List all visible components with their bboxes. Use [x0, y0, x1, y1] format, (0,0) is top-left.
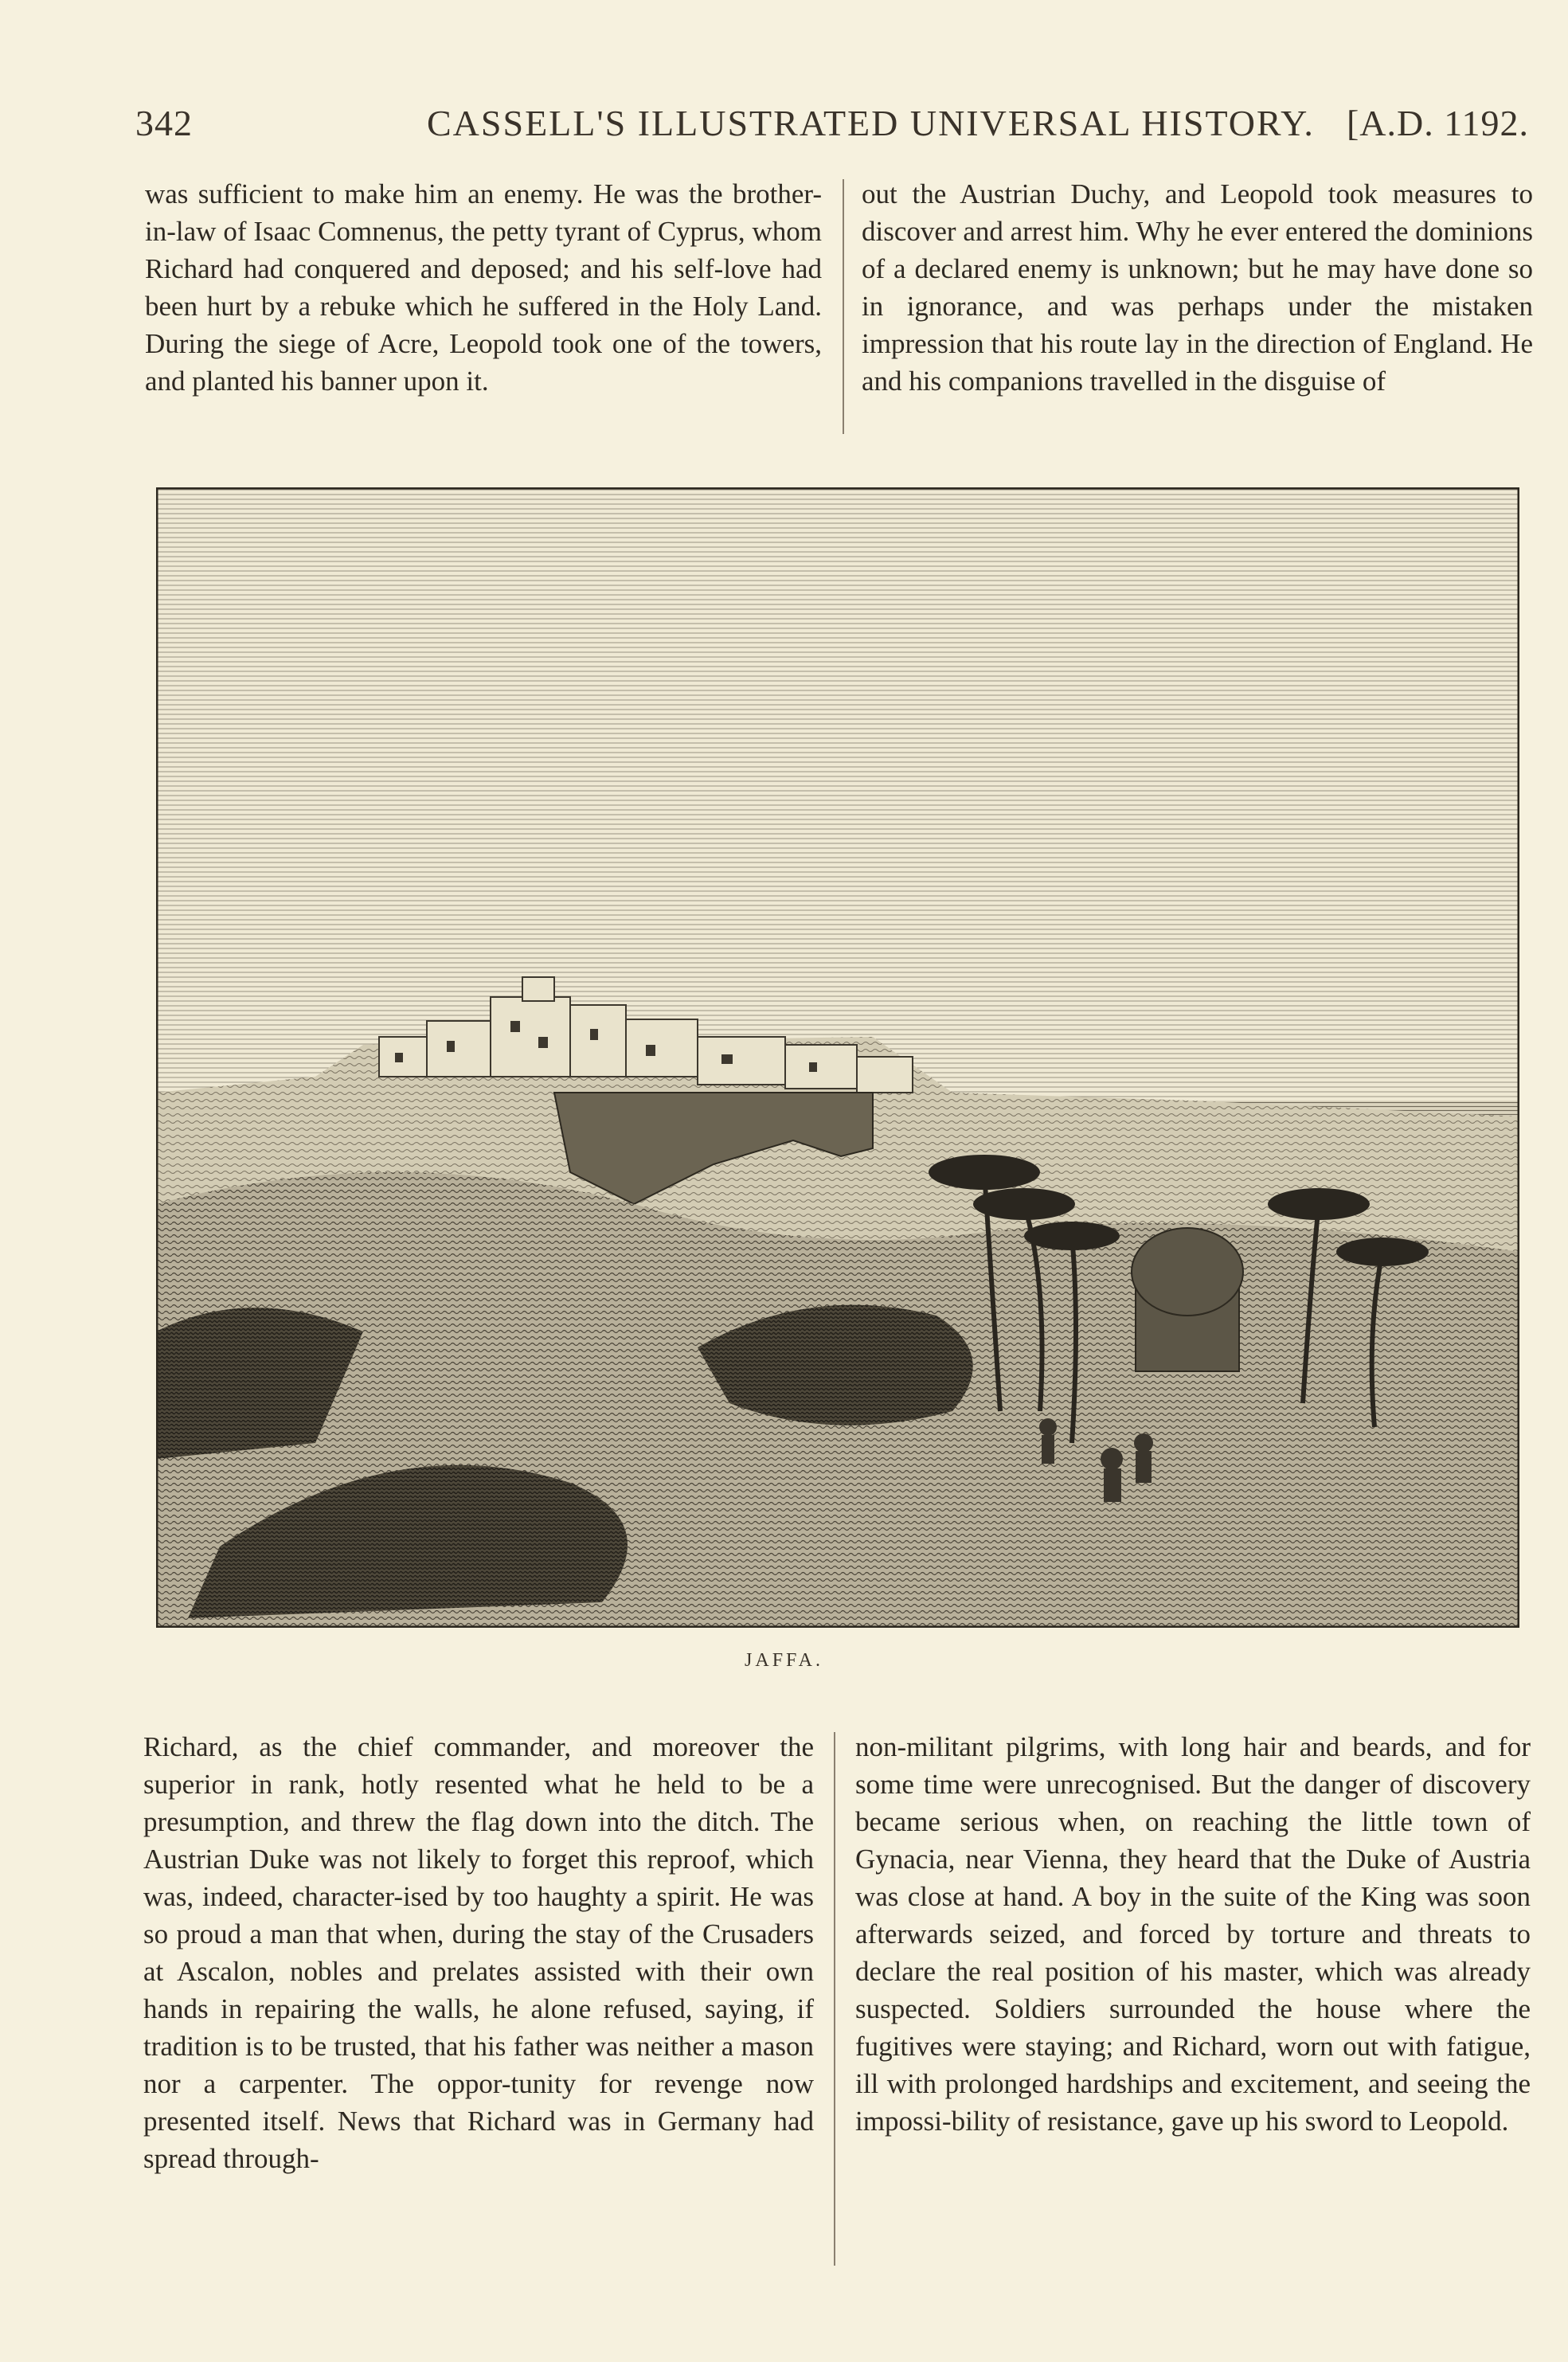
column-divider: [843, 179, 844, 434]
paragraph: Richard, as the chief commander, and moreover the superior in rank, hotly resented what he held to be a presumption, and threw the flag down into the ditch. The Austrian Duke was not likely to forget this reproof, which was, indeed, character-ised by too haughty a spirit. He was so proud a man that when, during the stay of the Crusaders at Ascalon, nobles and prelates assisted with their own hands in repairing the walls, he alone refused, saying, if tradition is to be trusted, that his father was neither a mason nor a carpenter. The oppor-tunity for revenge now presented itself. News that Richard was in Germany had spread through-: [143, 1731, 814, 2174]
paragraph: out the Austrian Duchy, and Leopold took measures to discover and arrest him. Why he ever entered the dominions of a declared enemy is unknown; but he may have done so in ignorance, and was perhaps under the mistaken impression that his route lay in the direction of England. He and his companions travelled in the disguise of: [862, 178, 1533, 397]
illustration-caption: JAFFA.: [745, 1650, 823, 1671]
date-marker: [A.D. 1192.: [1346, 103, 1529, 143]
text-column-top-left: [145, 175, 822, 400]
running-title: CASSELL'S ILLUSTRATED UNIVERSAL HISTORY.: [427, 103, 1315, 143]
running-header: [135, 102, 1529, 150]
paragraph: was sufficient to make him an enemy. He was the brother-in-law of Isaac Comnenus, the petty tyrant of Cyprus, whom Richard had conquered and deposed; and his self-love had been hurt by a rebuke which he suffered in the Holy Land. During the siege of Acre, Leopold took one of the towers, and planted his banner upon it.: [145, 178, 822, 397]
jaffa-engraving: [156, 487, 1519, 1628]
text-column-bottom-left: [143, 1728, 814, 2177]
page-number: 342: [135, 103, 193, 143]
text-column-top-right: [862, 175, 1533, 400]
column-divider: [834, 1732, 835, 2266]
paragraph: non-militant pilgrims, with long hair and beards, and for some time were unrecognised. But the danger of discovery became serious when, on reaching the little town of Gynacia, near Vienna, they heard that the Duke of Austria was close at hand. A boy in the suite of the King was soon afterwards seized, and forced by torture and threats to declare the real position of his master, which was already suspected. Soldiers surrounded the house where the fugitives were staying; and Richard, worn out with fatigue, ill with prolonged hardships and excitement, and seeing the impossi-bility of resistance, gave up his sword to Leopold.: [855, 1731, 1531, 2137]
text-column-bottom-right: [855, 1728, 1531, 2140]
